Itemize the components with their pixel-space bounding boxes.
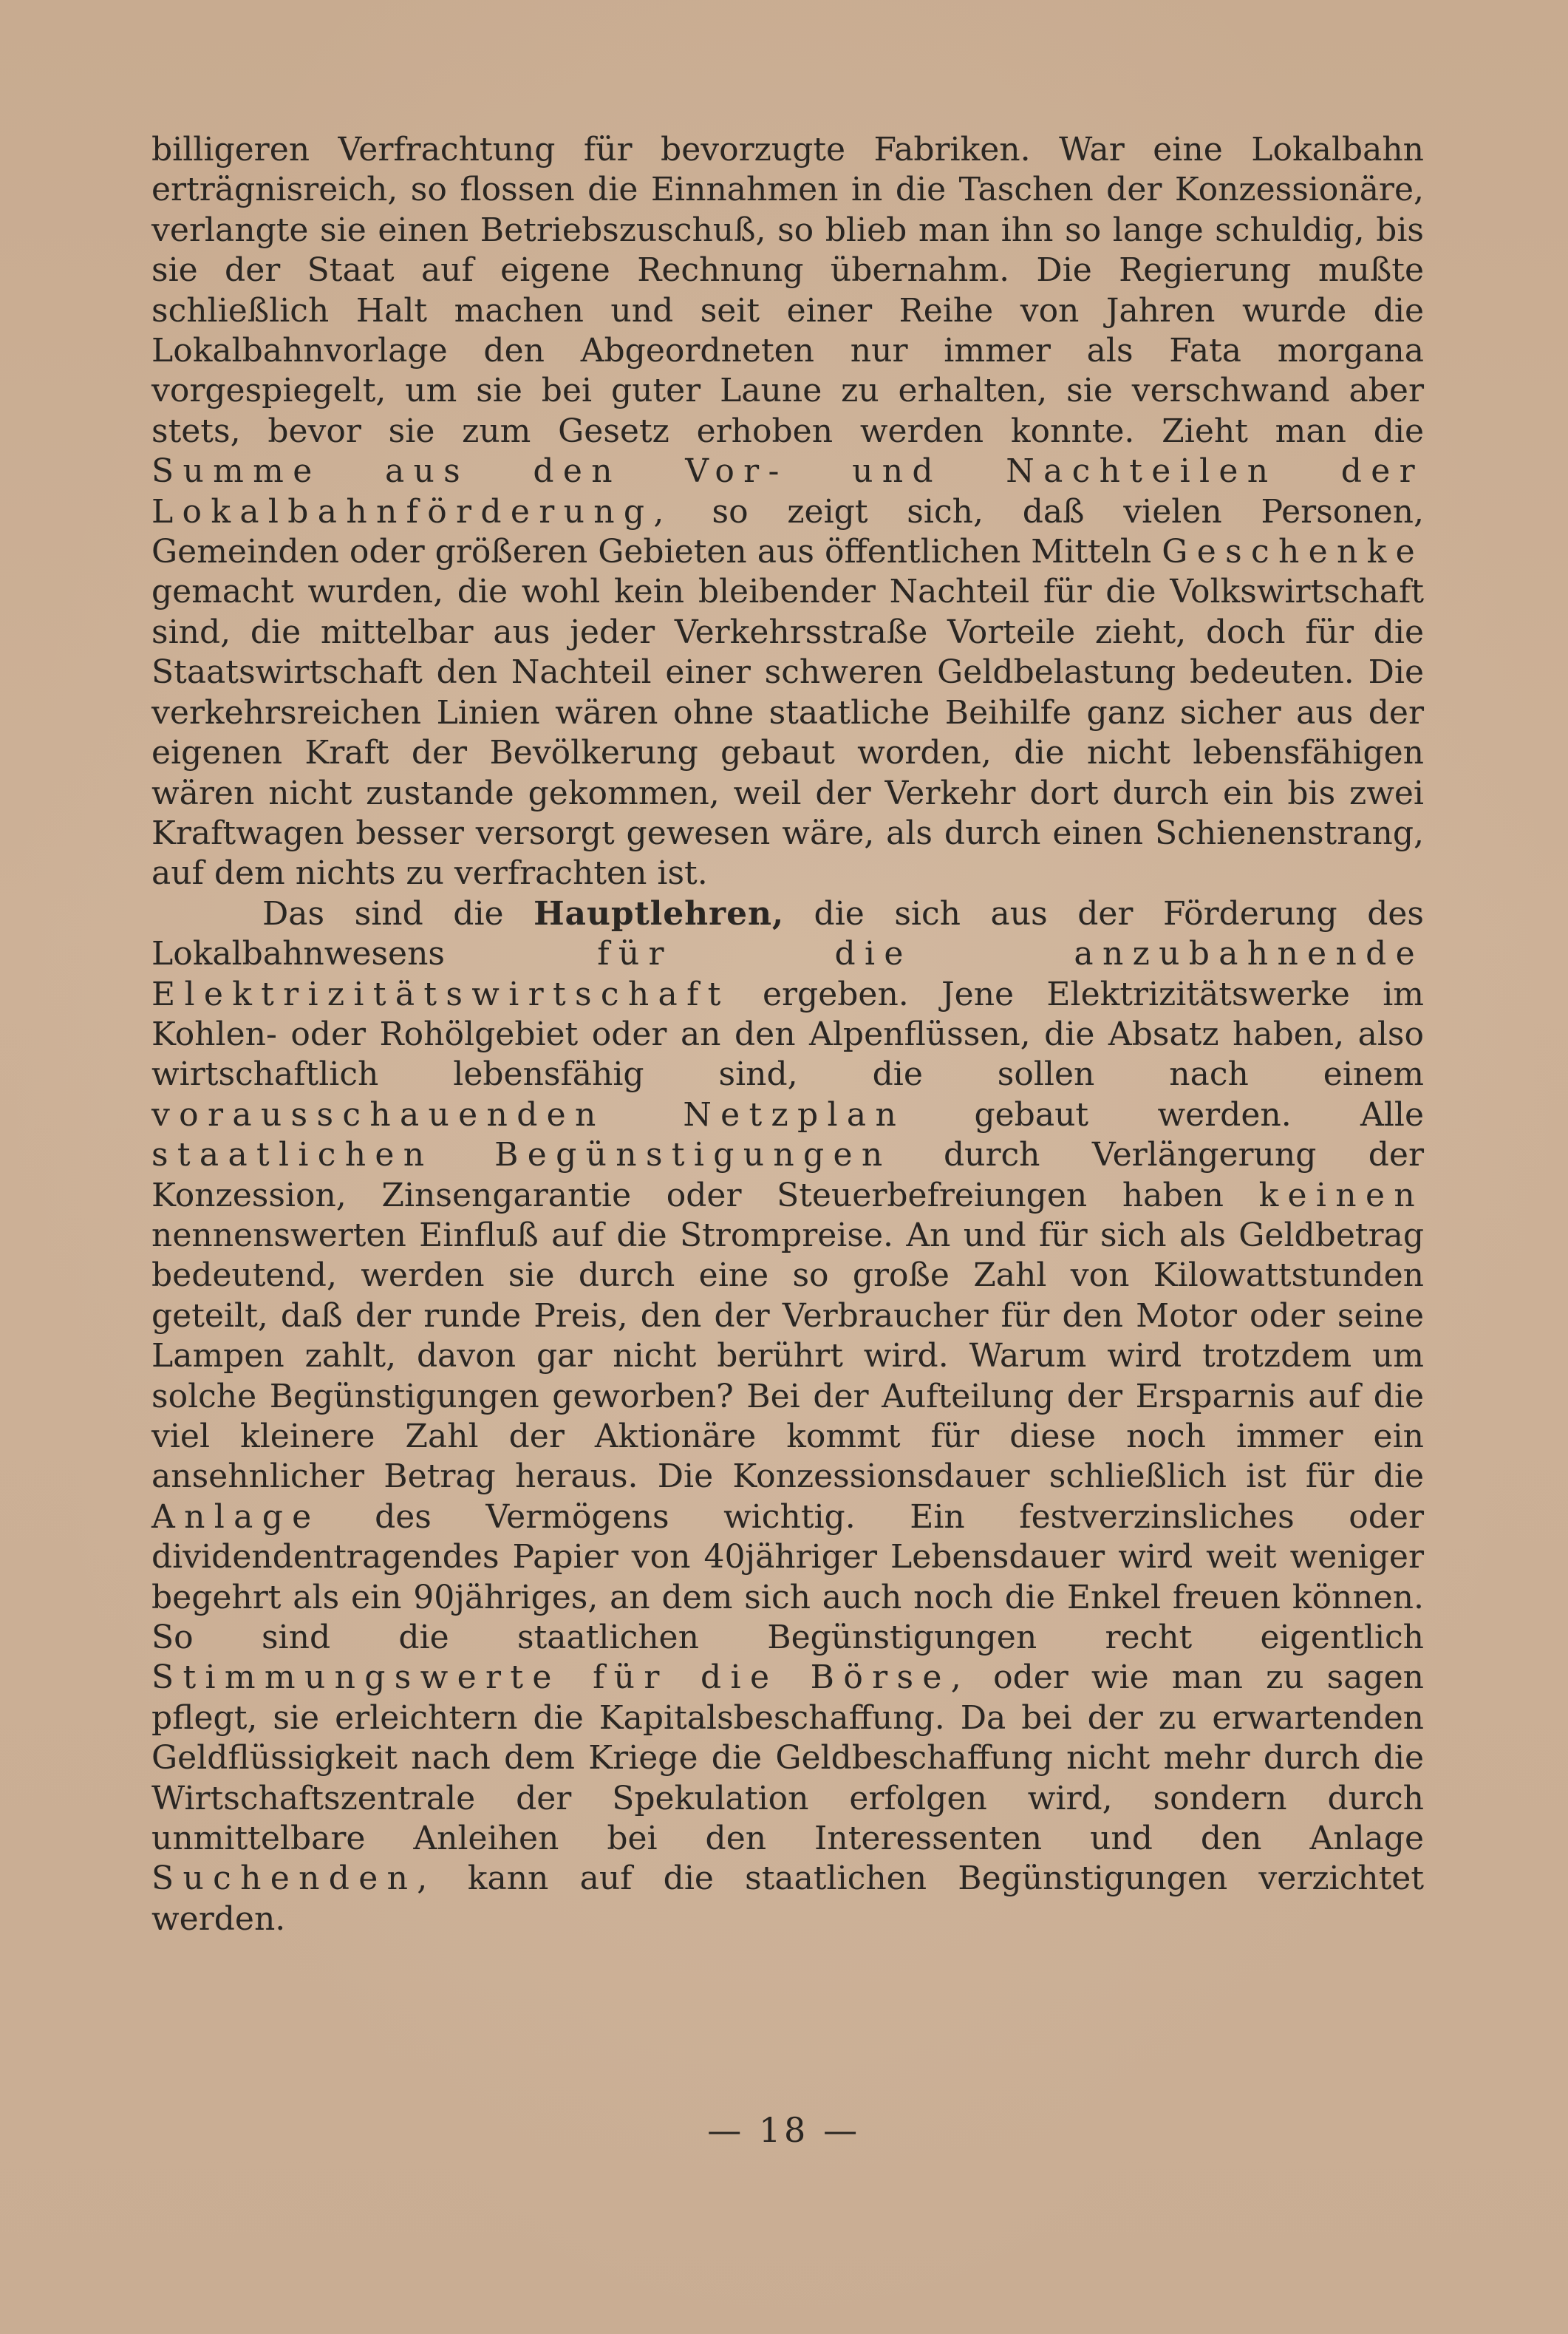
paragraph-2 (151, 894, 1424, 1940)
text-segment: Geschenke (1162, 533, 1424, 571)
text-segment: kann auf die staatlichen Begünstigungen verzichtet werden. (151, 1860, 1424, 1938)
text-segment: Suchenden, (151, 1860, 437, 1898)
text-segment: staatlichen Begünstigungen (151, 1136, 892, 1174)
text-segment: vorausschauenden Netzplan (151, 1095, 906, 1134)
text-segment: ergeben. Jene Elektrizitätswerke im Kohlen- oder Rohölgebiet oder an den Alpenflüssen, die Absatz haben, also wirtschaftlich lebensfähig sind, die sollen nach einem (151, 975, 1424, 1094)
text-segment: des Vermögens wichtig. Ein festverzinsliches oder dividendentragendes Papier von 40jähriger Lebensdauer wird weit weniger begehrt als ein 90jähriges, an dem sich auch noch die Enkel freuen können. So sind die staatlichen Begünstigungen recht eigentlich (151, 1497, 1424, 1657)
text-segment: so zeigt sich, daß vielen Personen, Gemeinden oder größeren Gebieten aus öffentlichen Mitteln (151, 492, 1424, 571)
text-segment: Summe aus den Vor- und Nachteilen der Lokalbahnförderung, (151, 452, 1424, 531)
text-segment: die sich aus der Förderung des Lokalbahnwesens (151, 894, 1424, 973)
text-segment: durch Verlängerung der Konzession, Zinsengarantie oder Steuerbefreiungen haben (151, 1136, 1425, 1214)
page-number: — 18 — (707, 2110, 861, 2150)
text-segment: billigeren Verfrachtung für bevorzugte Fabriken. War eine Lokalbahn erträgnisreich, so flossen die Einnahmen in die Taschen der Konzessionäre, verlangte sie einen Betriebszuschuß, so blieb man ihn so lange schuldig, bis sie der Staat auf eigene Rechnung übernahm. Die Regierung mußte schließlich Halt machen und seit einer Reihe von Jahren wurde die Lokalbahnvorlage den Abgeordneten nur immer als Fata morgana vorgespiegelt, um sie bei guter Laune zu erhalten, sie verschwand aber stets, bevor sie zum Gesetz erhoben werden konnte. Zieht man die (151, 131, 1424, 450)
text-segment: nennenswerten Einfluß auf die Strompreise. An und für sich als Geldbetrag bedeutend, werden sie durch eine so große Zahl von Kilowattstunden geteilt, daß der runde Preis, den der Verbraucher für den Motor oder seine Lampen zahlt, davon gar nicht berührt wird. Warum wird trotzdem um solche Begünstigungen geworben? Bei der Aufteilung der Ersparnis auf die viel kleinere Zahl der Aktionäre kommt für diese noch immer ein ansehnlicher Betrag heraus. Die Konzessionsdauer schließlich ist für die (151, 1216, 1424, 1496)
paragraph-1 (151, 130, 1424, 894)
text-segment: Anlage (151, 1497, 321, 1536)
body-text (151, 130, 1424, 1939)
text-segment: Das sind die (262, 894, 534, 933)
text-segment: Stimmungswerte für die Börse, (151, 1658, 971, 1697)
text-segment: gebaut werden. Alle (905, 1095, 1424, 1134)
text-segment: oder wie man zu sagen pflegt, sie erleichtern die Kapitalsbeschaffung. Da bei der zu erwartenden Geldflüssigkeit nach dem Kriege die Geldbeschaffung nicht mehr durch die Wirtschaftszentrale der Spekulation erfolgen wird, sondern durch unmittelbare Anleihen bei den Interessenten und den Anlage (151, 1658, 1424, 1858)
text-segment: für die anzubahnende Elektrizitätswirtschaft (151, 935, 1424, 1013)
text-segment: gemacht wurden, die wohl kein bleibender Nachteil für die Volkswirtschaft sind, die mittelbar aus jeder Verkehrsstraße Vorteile zieht, doch für die Staatswirtschaft den Nachteil einer schweren Geldbelastung bedeuten. Die verkehrsreichen Linien wären ohne staatliche Beihilfe ganz sicher aus der eigenen Kraft der Bevölkerung gebaut worden, die nicht lebensfähigen wären nicht zustande gekommen, weil der Verkehr dort durch ein bis zwei Kraftwagen besser versorgt gewesen wäre, als durch einen Schienenstrang, auf dem nichts zu verfrachten ist. (151, 573, 1424, 893)
text-segment: Hauptlehren, (534, 894, 785, 933)
text-segment: keinen (1258, 1176, 1424, 1214)
